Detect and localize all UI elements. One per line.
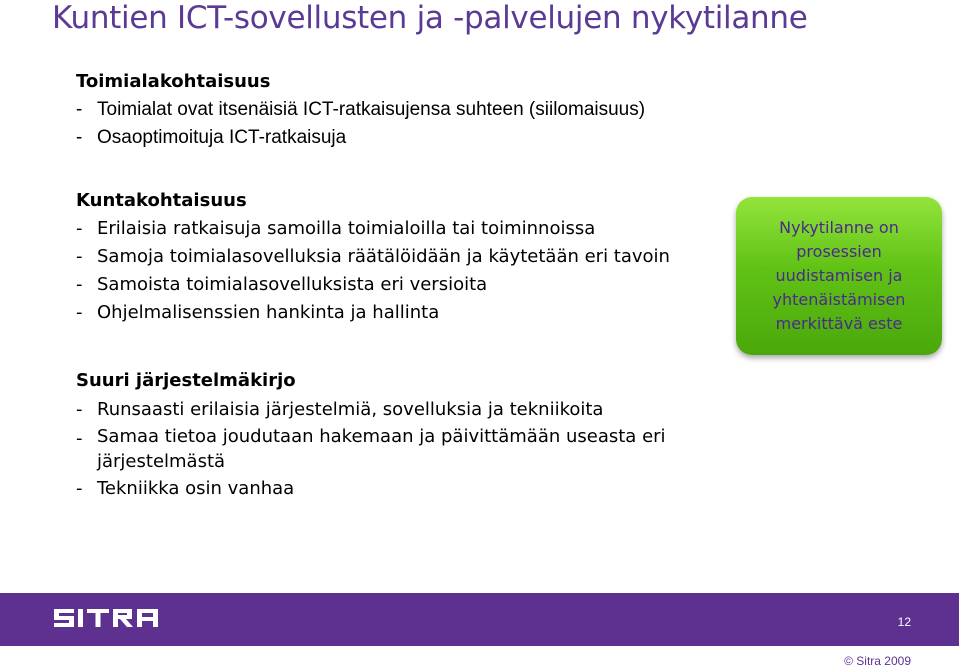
section-heading: Kuntakohtaisuus: [76, 190, 247, 211]
bullet-text: Toimialat ovat itsenäisiä ICT-ratkaisujensa suhteen (siilomaisuus): [97, 99, 646, 120]
bullet-text: Samoja toimialasovelluksia räätälöidään ja käytetään eri tavoin: [97, 246, 670, 267]
section-toimialakohtaisuus: [76, 68, 645, 152]
page-number: 12: [897, 615, 911, 629]
bullet-text: Samoista toimialasovelluksista eri versioita: [97, 274, 488, 295]
bullet-dash: -: [76, 399, 83, 420]
sitra-logo: [52, 603, 170, 633]
section-heading: Suuri järjestelmäkirjo: [76, 370, 296, 391]
callout-box: [736, 197, 942, 355]
bullet-item: [76, 243, 670, 271]
section-heading: Toimialakohtaisuus: [76, 71, 271, 92]
bullet-text: Osaoptimoituja ICT-ratkaisuja: [97, 127, 347, 148]
bullet-item: [76, 474, 697, 503]
bullet-text: Runsaasti erilaisia järjestelmiä, sovelluksia ja tekniikoita: [97, 399, 604, 420]
section-kuntakohtaisuus: [76, 187, 670, 327]
bullet-dash: -: [76, 274, 83, 295]
bullet-item: [76, 395, 697, 424]
bullet-dash: -: [76, 246, 83, 267]
bullet-item: [76, 424, 697, 474]
bullet-dash: -: [76, 99, 83, 120]
bullet-item: [76, 271, 670, 299]
bullet-text: Ohjelmalisenssien hankinta ja hallinta: [97, 302, 440, 323]
bullet-item: [76, 215, 670, 243]
bullet-text: Erilaisia ratkaisuja samoilla toimialoilla tai toiminnoissa: [97, 218, 596, 239]
bullet-dash: -: [76, 218, 83, 239]
copyright-notice: © Sitra 2009: [844, 654, 911, 668]
bullet-item: [76, 96, 645, 124]
bullet-text: Samaa tietoa joudutaan hakemaan ja päivittämään useasta eri järjestelmästä: [97, 426, 666, 472]
bullet-text: Tekniikka osin vanhaa: [97, 478, 295, 499]
bullet-item: [76, 299, 670, 327]
slide-title: Kuntien ICT-sovellusten ja -palvelujen nykytilanne: [52, 0, 808, 36]
bullet-dash: -: [76, 302, 83, 323]
bullet-dash: -: [76, 428, 83, 449]
section-jarjestelmakirjo: [76, 367, 697, 503]
bullet-dash: -: [76, 127, 83, 148]
bullet-dash: -: [76, 478, 83, 499]
bullet-item: [76, 124, 645, 152]
callout-text: Nykytilanne on prosessien uudistamisen ja yhtenäistämisen merkittävä este: [772, 218, 906, 333]
